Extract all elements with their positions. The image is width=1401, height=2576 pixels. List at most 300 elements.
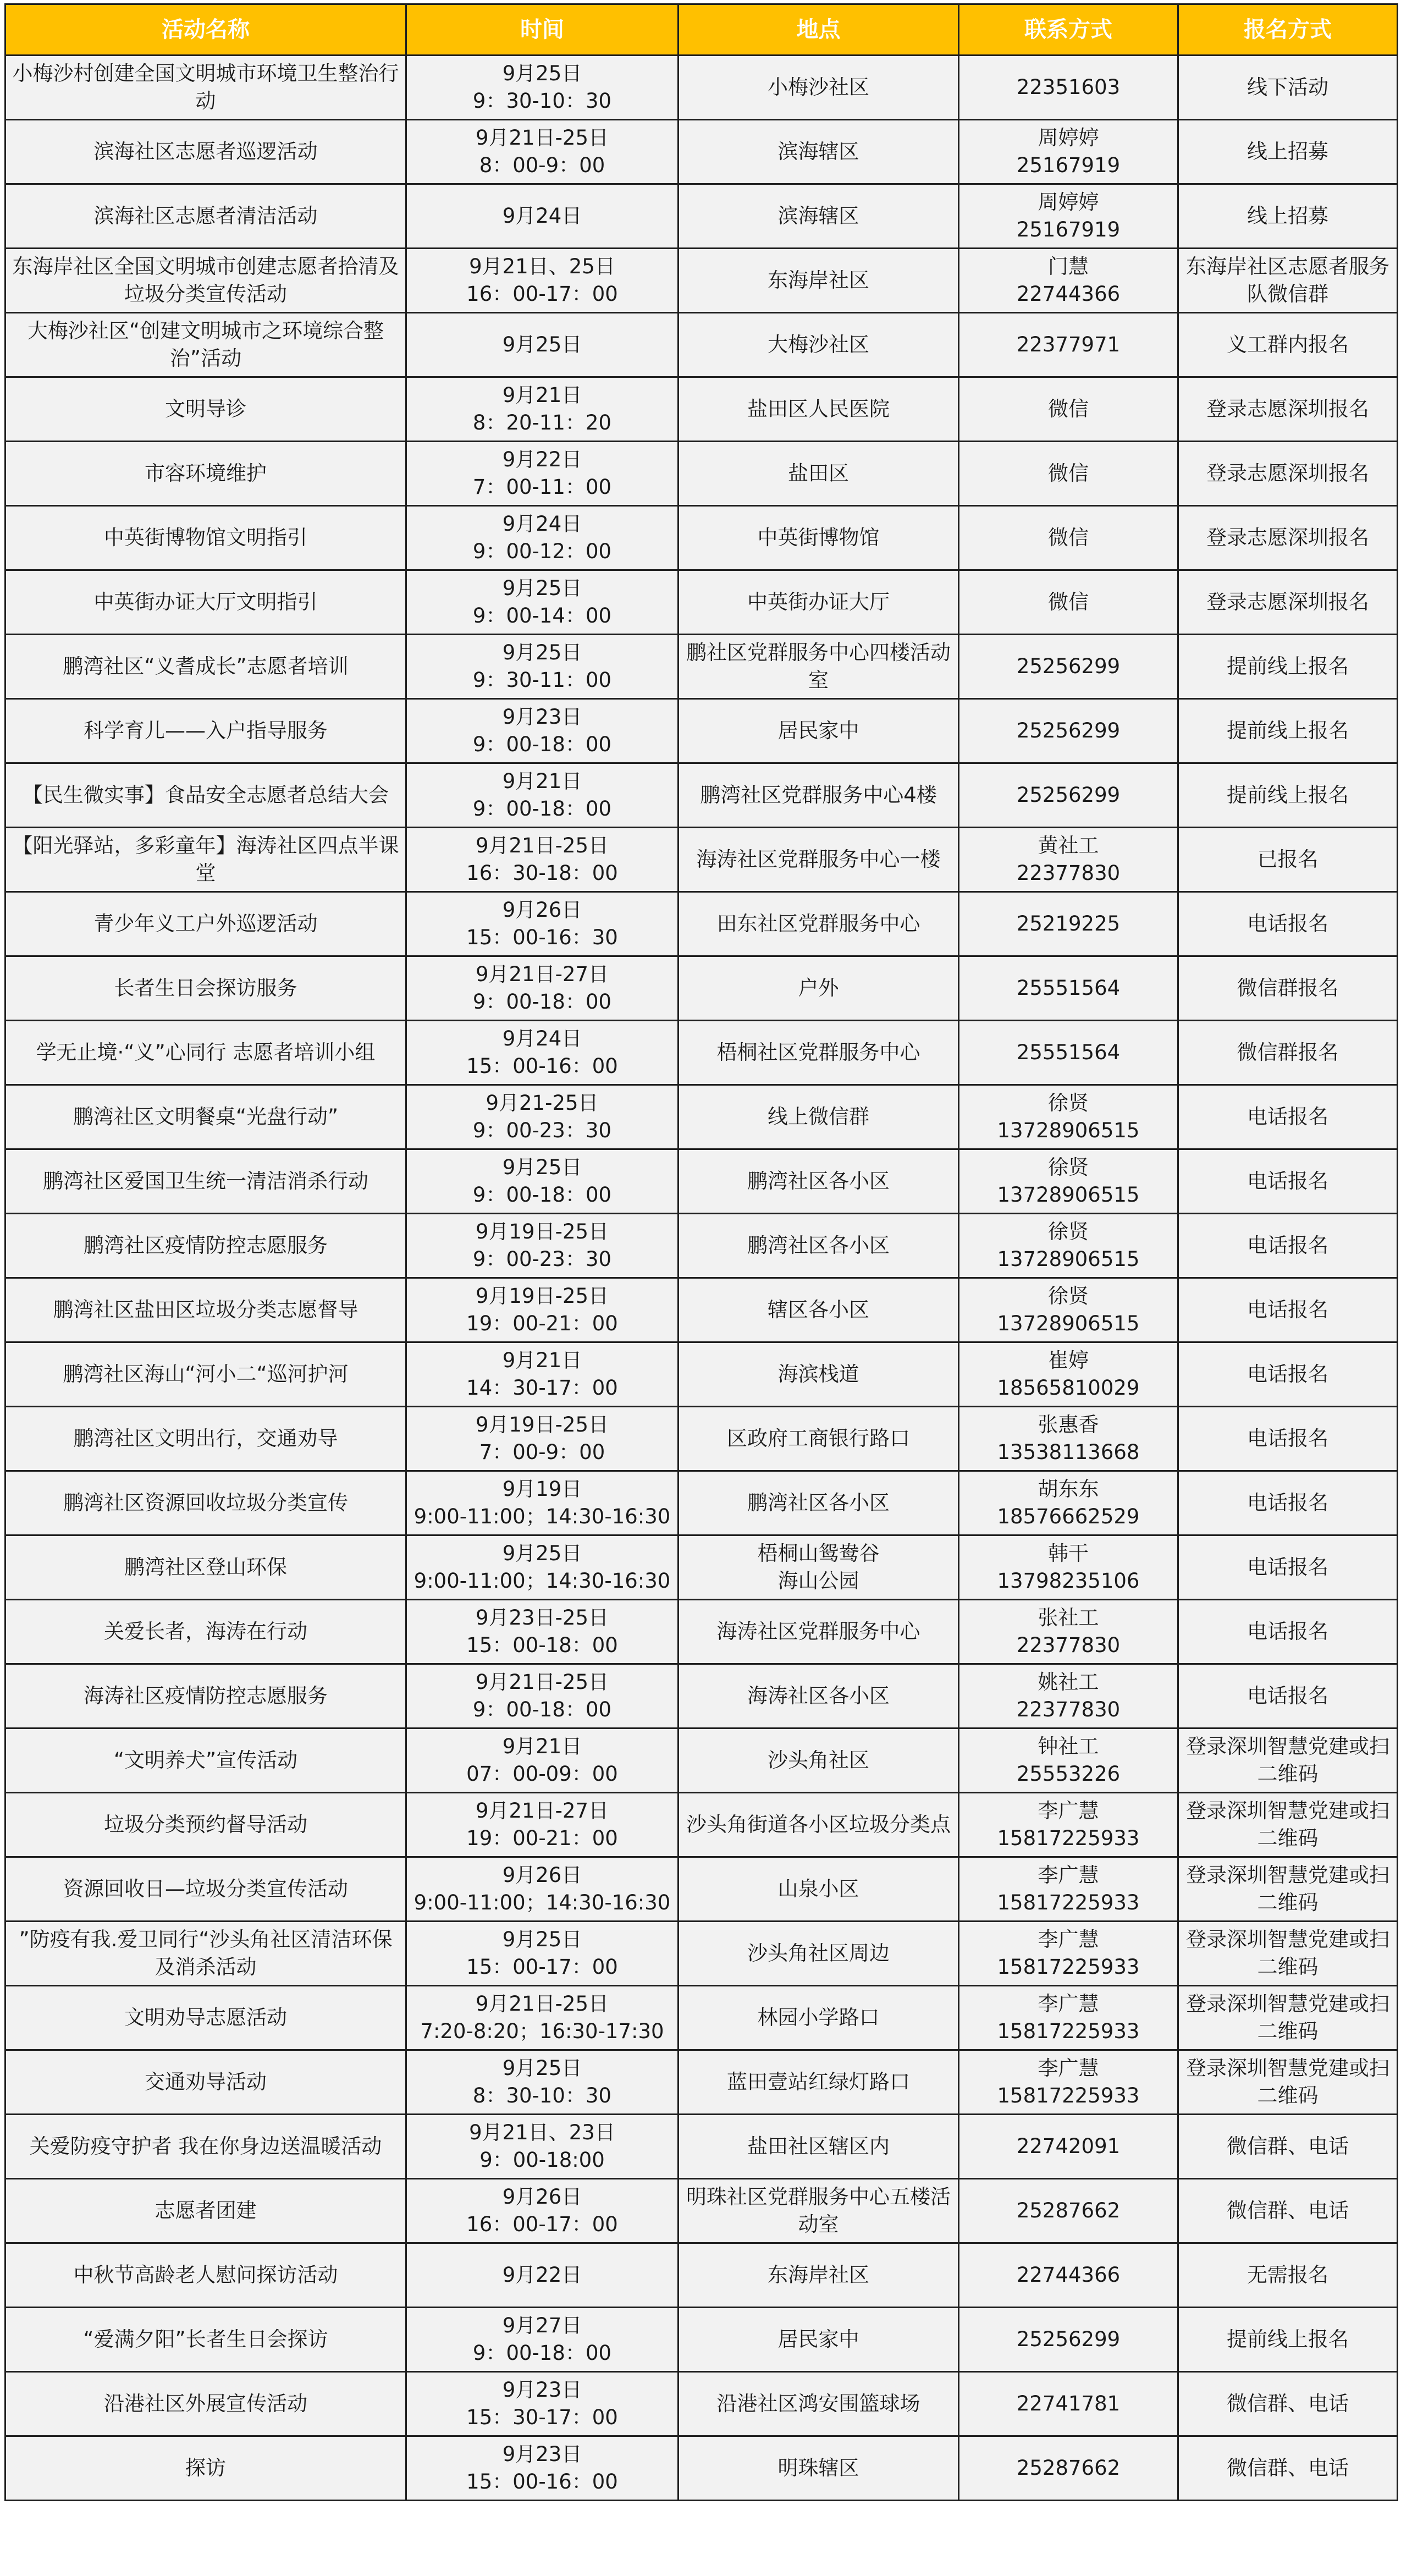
time-cell — [406, 1986, 679, 2050]
time-line: 9：00-18：00 — [472, 990, 612, 1014]
contact-cell — [959, 2179, 1178, 2243]
signup-cell: 登录深圳智慧党建或扫二维码 — [1178, 2050, 1398, 2115]
table-row — [5, 1664, 1398, 1729]
time-line: 7：00-9：00 — [479, 1440, 605, 1464]
time-cell — [406, 2115, 679, 2179]
place-cell: 户外 — [679, 956, 959, 1021]
place-cell: 大梅沙社区 — [679, 313, 959, 377]
contact-line: 徐贤 — [1048, 1091, 1089, 1115]
time-line: 9：00-23：30 — [472, 1119, 612, 1142]
activity-name-cell: 长者生日会探访服务 — [5, 956, 406, 1021]
contact-cell — [959, 1729, 1178, 1793]
activity-name-cell: 海涛社区疫情防控志愿服务 — [5, 1664, 406, 1729]
table-row — [5, 956, 1398, 1021]
contact-line: 黄社工 — [1038, 834, 1099, 857]
time-cell — [406, 313, 679, 377]
contact-line: 13728906515 — [997, 1247, 1140, 1271]
time-line: 15：00-17：00 — [466, 1955, 618, 1979]
activity-name-cell: “文明养犬”宣传活动 — [5, 1729, 406, 1793]
activity-name-cell: 中英街博物馆文明指引 — [5, 506, 406, 570]
contact-cell — [959, 184, 1178, 249]
place-cell: 鹏社区党群服务中心四楼活动室 — [679, 635, 959, 699]
table-row — [5, 1407, 1398, 1471]
signup-cell: 登录志愿深圳报名 — [1178, 377, 1398, 442]
contact-line: 李广慧 — [1038, 1799, 1099, 1823]
contact-cell — [959, 1857, 1178, 1922]
place-cell: 鹏湾社区党群服务中心4楼 — [679, 763, 959, 828]
contact-line: 13798235106 — [997, 1569, 1140, 1593]
signup-cell: 提前线上报名 — [1178, 699, 1398, 763]
time-cell — [406, 2179, 679, 2243]
time-line: 9月23日 — [502, 2442, 582, 2466]
place-cell: 小梅沙社区 — [679, 56, 959, 120]
time-line: 9：00-12：00 — [472, 540, 612, 563]
activity-name-cell: 垃圾分类预约督导活动 — [5, 1793, 406, 1857]
signup-cell: 电话报名 — [1178, 1214, 1398, 1278]
time-cell — [406, 1407, 679, 1471]
signup-cell: 登录深圳智慧党建或扫二维码 — [1178, 1729, 1398, 1793]
time-cell — [406, 120, 679, 184]
contact-cell — [959, 763, 1178, 828]
signup-cell: 微信群、电话 — [1178, 2436, 1398, 2501]
table-row — [5, 1793, 1398, 1857]
contact-line: 13728906515 — [997, 1312, 1140, 1335]
signup-cell: 微信群报名 — [1178, 1021, 1398, 1085]
contact-cell — [959, 1986, 1178, 2050]
signup-cell: 电话报名 — [1178, 1149, 1398, 1214]
header-row — [5, 4, 1398, 56]
activity-name-cell: 大梅沙社区“创建文明城市之环境综合整治”活动 — [5, 313, 406, 377]
time-cell — [406, 2243, 679, 2308]
time-cell — [406, 1021, 679, 1085]
contact-cell — [959, 1149, 1178, 1214]
contact-cell — [959, 1471, 1178, 1535]
table-row — [5, 1600, 1398, 1664]
contact-cell — [959, 2308, 1178, 2372]
table-row — [5, 377, 1398, 442]
time-line: 16：00-17：00 — [466, 282, 618, 306]
place-cell: 沙头角街道各小区垃圾分类点 — [679, 1793, 959, 1857]
signup-cell: 电话报名 — [1178, 1471, 1398, 1535]
time-line: 14：30-17：00 — [466, 1376, 618, 1400]
time-line: 9：00-14：00 — [472, 604, 612, 628]
contact-cell — [959, 1535, 1178, 1600]
activity-name-cell: 关爱长者，海涛在行动 — [5, 1600, 406, 1664]
place-cell: 明珠辖区 — [679, 2436, 959, 2501]
contact-line: 徐贤 — [1048, 1155, 1089, 1179]
activity-name-cell: 中英街办证大厅文明指引 — [5, 570, 406, 635]
time-cell — [406, 892, 679, 956]
activity-name-cell: 鹏湾社区资源回收垃圾分类宣传 — [5, 1471, 406, 1535]
contact-line: 徐贤 — [1048, 1284, 1089, 1308]
signup-cell: 电话报名 — [1178, 1085, 1398, 1149]
signup-cell: 电话报名 — [1178, 1342, 1398, 1407]
contact-cell — [959, 1922, 1178, 1986]
place-cell: 盐田社区辖区内 — [679, 2115, 959, 2179]
time-line: 9月24日 — [502, 512, 582, 536]
time-line: 9月21日 — [502, 1348, 582, 1372]
table-row — [5, 1729, 1398, 1793]
activity-name-cell: 资源回收日—垃圾分类宣传活动 — [5, 1857, 406, 1922]
contact-cell — [959, 956, 1178, 1021]
time-line: 9月21-25日 — [486, 1091, 599, 1115]
contact-cell — [959, 1664, 1178, 1729]
signup-cell: 电话报名 — [1178, 892, 1398, 956]
time-line: 9：00-18：00 — [472, 1183, 612, 1207]
time-line: 16：00-17：00 — [466, 2212, 618, 2236]
table-row — [5, 1922, 1398, 1986]
activity-name-cell: 滨海社区志愿者巡逻活动 — [5, 120, 406, 184]
activity-name-cell: 鹏湾社区疫情防控志愿服务 — [5, 1214, 406, 1278]
time-line: 8：00-9：00 — [479, 153, 605, 177]
activity-name-cell: 学无止境·“义”心同行 志愿者培训小组 — [5, 1021, 406, 1085]
contact-cell — [959, 2372, 1178, 2436]
time-line: 9月21日-25日 — [475, 1670, 609, 1694]
time-line: 9月23日 — [502, 705, 582, 729]
contact-line: 钟社工 — [1038, 1735, 1099, 1758]
table-row — [5, 570, 1398, 635]
table-row — [5, 2115, 1398, 2179]
contact-line: 22351603 — [1016, 75, 1121, 99]
place-cell: 鹏湾社区各小区 — [679, 1214, 959, 1278]
contact-cell — [959, 1021, 1178, 1085]
col-header-contact: 联系方式 — [959, 4, 1178, 56]
signup-cell: 东海岸社区志愿者服务队微信群 — [1178, 249, 1398, 313]
contact-line: 22377830 — [1016, 1633, 1121, 1657]
contact-line: 微信 — [1048, 590, 1089, 614]
time-cell — [406, 2308, 679, 2372]
table-row — [5, 2243, 1398, 2308]
activity-name-cell: 志愿者团建 — [5, 2179, 406, 2243]
activity-name-cell: 东海岸社区全国文明城市创建志愿者拾清及垃圾分类宣传活动 — [5, 249, 406, 313]
signup-cell: 电话报名 — [1178, 1664, 1398, 1729]
activity-name-cell: 青少年义工户外巡逻活动 — [5, 892, 406, 956]
contact-cell — [959, 2243, 1178, 2308]
contact-cell — [959, 2436, 1178, 2501]
time-line: 9：00-23：30 — [472, 1247, 612, 1271]
activity-name-cell: 鹏湾社区文明餐桌“光盘行动” — [5, 1085, 406, 1149]
contact-line: 周婷婷 — [1038, 190, 1099, 214]
signup-cell: 提前线上报名 — [1178, 635, 1398, 699]
time-line: 15：00-16：30 — [466, 926, 618, 949]
time-line: 07：00-09：00 — [466, 1762, 618, 1786]
contact-line: 李广慧 — [1038, 1992, 1099, 2016]
time-line: 9:00-11:00；14:30-16:30 — [413, 1569, 671, 1593]
contact-line: 周婷婷 — [1038, 126, 1099, 150]
contact-cell — [959, 2115, 1178, 2179]
time-line: 9月24日 — [502, 1027, 582, 1050]
place-cell: 沙头角社区周边 — [679, 1922, 959, 1986]
place-cell: 中英街办证大厅 — [679, 570, 959, 635]
time-line: 9:00-11:00；14:30-16:30 — [413, 1505, 671, 1528]
contact-cell — [959, 1342, 1178, 1407]
contact-line: 25256299 — [1016, 719, 1121, 742]
time-line: 9月23日-25日 — [475, 1606, 609, 1630]
time-line: 9：30-10：30 — [472, 89, 612, 113]
table-row — [5, 1535, 1398, 1600]
time-line: 9月19日-25日 — [475, 1220, 609, 1243]
time-line: 15：00-16：00 — [466, 2470, 618, 2494]
contact-line: 25256299 — [1016, 2327, 1121, 2351]
activity-name-cell: 探访 — [5, 2436, 406, 2501]
table-row — [5, 2436, 1398, 2501]
contact-cell — [959, 699, 1178, 763]
contact-line: 李广慧 — [1038, 1863, 1099, 1887]
time-cell — [406, 1729, 679, 1793]
col-header-time: 时间 — [406, 4, 679, 56]
contact-line: 25551564 — [1016, 976, 1121, 1000]
contact-cell — [959, 2050, 1178, 2115]
contact-line: 15817225933 — [997, 1955, 1140, 1979]
time-line: 9月19日 — [502, 1477, 582, 1501]
signup-cell: 电话报名 — [1178, 1600, 1398, 1664]
activity-name-cell: 滨海社区志愿者清洁活动 — [5, 184, 406, 249]
place-cell: 线上微信群 — [679, 1085, 959, 1149]
contact-line: 微信 — [1048, 397, 1089, 421]
time-cell — [406, 1535, 679, 1600]
contact-cell — [959, 313, 1178, 377]
table-row — [5, 1342, 1398, 1407]
contact-cell — [959, 1214, 1178, 1278]
place-cell: 居民家中 — [679, 699, 959, 763]
time-line: 8：30-10：30 — [472, 2084, 612, 2107]
time-cell — [406, 56, 679, 120]
place-cell: 沙头角社区 — [679, 1729, 959, 1793]
time-line: 9月26日 — [502, 1863, 582, 1887]
activity-name-cell: 鹏湾社区海山“河小二“巡河护河 — [5, 1342, 406, 1407]
signup-cell: 微信群、电话 — [1178, 2372, 1398, 2436]
contact-cell — [959, 377, 1178, 442]
time-cell — [406, 184, 679, 249]
time-cell — [406, 1664, 679, 1729]
table-row — [5, 828, 1398, 892]
contact-line: 15817225933 — [997, 2019, 1140, 2043]
activity-table — [4, 3, 1398, 2501]
time-cell — [406, 1922, 679, 1986]
signup-cell: 微信群报名 — [1178, 956, 1398, 1021]
activity-name-cell: 沿港社区外展宣传活动 — [5, 2372, 406, 2436]
time-cell — [406, 506, 679, 570]
table-row — [5, 184, 1398, 249]
time-line: 9月21日-25日 — [475, 1992, 609, 2016]
time-line: 9月21日 — [502, 1735, 582, 1758]
time-line: 9月26日 — [502, 898, 582, 922]
contact-line: 李广慧 — [1038, 2056, 1099, 2080]
activity-name-cell: 鹏湾社区盐田区垃圾分类志愿督导 — [5, 1278, 406, 1342]
signup-cell: 线下活动 — [1178, 56, 1398, 120]
contact-line: 22744366 — [1016, 2263, 1121, 2287]
time-line: 9月22日 — [502, 2263, 582, 2287]
activity-name-cell: 鹏湾社区“义耆成长”志愿者培训 — [5, 635, 406, 699]
place-cell: 山泉小区 — [679, 1857, 959, 1922]
signup-cell: 无需报名 — [1178, 2243, 1398, 2308]
contact-line: 张惠香 — [1038, 1413, 1099, 1436]
contact-line: 25287662 — [1016, 2199, 1121, 2222]
time-line: 8：20-11：20 — [472, 411, 612, 434]
table-row — [5, 1857, 1398, 1922]
place-cell: 蓝田壹站红绿灯路口 — [679, 2050, 959, 2115]
place-cell: 区政府工商银行路口 — [679, 1407, 959, 1471]
time-line: 9月19日-25日 — [475, 1413, 609, 1436]
place-cell: 梧桐山鸳鸯谷 海山公园 — [679, 1535, 959, 1600]
table-row — [5, 442, 1398, 506]
time-line: 9：00-18：00 — [472, 2341, 612, 2365]
place-cell: 梧桐社区党群服务中心 — [679, 1021, 959, 1085]
time-line: 9月19日-25日 — [475, 1284, 609, 1308]
contact-line: 25551564 — [1016, 1041, 1121, 1064]
signup-cell: 登录志愿深圳报名 — [1178, 570, 1398, 635]
time-cell — [406, 1278, 679, 1342]
table-row — [5, 699, 1398, 763]
contact-cell — [959, 1407, 1178, 1471]
activity-name-cell: 【民生微实事】食品安全志愿者总结大会 — [5, 763, 406, 828]
time-line: 9月25日 — [502, 641, 582, 664]
activity-name-cell: 科学育儿——入户指导服务 — [5, 699, 406, 763]
place-cell: 明珠社区党群服务中心五楼活动室 — [679, 2179, 959, 2243]
time-line: 9月21日、23日 — [469, 2121, 615, 2144]
table-row — [5, 763, 1398, 828]
time-line: 15：30-17：00 — [466, 2406, 618, 2429]
place-cell: 沿港社区鸿安围篮球场 — [679, 2372, 959, 2436]
signup-cell: 电话报名 — [1178, 1278, 1398, 1342]
contact-line: 崔婷 — [1048, 1348, 1089, 1372]
contact-cell — [959, 1600, 1178, 1664]
contact-line: 22741781 — [1016, 2392, 1121, 2415]
time-cell — [406, 2372, 679, 2436]
time-line: 9：30-11：00 — [472, 668, 612, 692]
contact-line: 22744366 — [1016, 282, 1121, 306]
contact-line: 18565810029 — [997, 1376, 1140, 1400]
table-row — [5, 2050, 1398, 2115]
signup-cell: 登录深圳智慧党建或扫二维码 — [1178, 1922, 1398, 1986]
contact-line: 22377830 — [1016, 861, 1121, 885]
contact-line: 25167919 — [1016, 153, 1121, 177]
time-line: 9：00-18:00 — [479, 2148, 605, 2172]
contact-line: 25287662 — [1016, 2456, 1121, 2480]
time-line: 19：00-21：00 — [466, 1312, 618, 1335]
time-line: 9月25日 — [502, 62, 582, 85]
place-cell: 滨海辖区 — [679, 184, 959, 249]
place-cell: 居民家中 — [679, 2308, 959, 2372]
contact-cell — [959, 249, 1178, 313]
contact-line: 25219225 — [1016, 912, 1121, 935]
activity-name-cell: 交通劝导活动 — [5, 2050, 406, 2115]
time-line: 9月25日 — [502, 1928, 582, 1951]
time-line: 9月25日 — [502, 333, 582, 356]
time-line: 9：00-18：00 — [472, 1698, 612, 1721]
contact-line: 韩干 — [1048, 1542, 1089, 1565]
place-cell: 海涛社区党群服务中心 — [679, 1600, 959, 1664]
time-cell — [406, 763, 679, 828]
place-cell: 海滨栈道 — [679, 1342, 959, 1407]
activity-name-cell: 市容环境维护 — [5, 442, 406, 506]
activity-name-cell: 鹏湾社区爱国卫生统一清洁消杀行动 — [5, 1149, 406, 1214]
time-line: 9月21日 — [502, 383, 582, 407]
time-line: 9月25日 — [502, 1542, 582, 1565]
time-cell — [406, 570, 679, 635]
time-line: 9月22日 — [502, 448, 582, 471]
time-line: 9月26日 — [502, 2185, 582, 2209]
signup-cell: 已报名 — [1178, 828, 1398, 892]
table-row — [5, 1085, 1398, 1149]
time-line: 9:00-11:00；14:30-16:30 — [413, 1891, 671, 1914]
contact-line: 22377830 — [1016, 1698, 1121, 1721]
contact-cell — [959, 120, 1178, 184]
time-cell — [406, 1600, 679, 1664]
signup-cell: 微信群、电话 — [1178, 2179, 1398, 2243]
table-row — [5, 2308, 1398, 2372]
contact-line: 张社工 — [1038, 1606, 1099, 1630]
contact-cell — [959, 1793, 1178, 1857]
signup-cell: 电话报名 — [1178, 1535, 1398, 1600]
contact-line: 门慧 — [1048, 255, 1089, 278]
signup-cell: 登录深圳智慧党建或扫二维码 — [1178, 1793, 1398, 1857]
time-line: 19：00-21：00 — [466, 1826, 618, 1850]
time-line: 15：00-16：00 — [466, 1054, 618, 1078]
contact-line: 15817225933 — [997, 1891, 1140, 1914]
place-cell: 盐田区人民医院 — [679, 377, 959, 442]
time-line: 9月21日-25日 — [475, 834, 609, 857]
time-cell — [406, 699, 679, 763]
activity-name-cell: “爱满夕阳”长者生日会探访 — [5, 2308, 406, 2372]
time-line: 9月25日 — [502, 2056, 582, 2080]
time-cell — [406, 635, 679, 699]
contact-line: 25553226 — [1016, 1762, 1121, 1786]
table-row — [5, 2179, 1398, 2243]
time-cell — [406, 1471, 679, 1535]
table-row — [5, 313, 1398, 377]
contact-line: 18576662529 — [997, 1505, 1140, 1528]
time-line: 9月21日-27日 — [475, 1799, 609, 1823]
contact-line: 22742091 — [1016, 2134, 1121, 2158]
time-cell — [406, 1149, 679, 1214]
place-cell: 滨海辖区 — [679, 120, 959, 184]
col-header-signup: 报名方式 — [1178, 4, 1398, 56]
contact-cell — [959, 570, 1178, 635]
time-cell — [406, 1085, 679, 1149]
time-cell — [406, 956, 679, 1021]
contact-line: 徐贤 — [1048, 1220, 1089, 1243]
time-cell — [406, 377, 679, 442]
time-cell — [406, 2436, 679, 2501]
activity-name-cell: 鹏湾社区文明出行，交通劝导 — [5, 1407, 406, 1471]
signup-cell: 提前线上报名 — [1178, 763, 1398, 828]
contact-cell — [959, 828, 1178, 892]
signup-cell: 线上招募 — [1178, 120, 1398, 184]
activity-name-cell: ”防疫有我.爱卫同行“沙头角社区清洁环保及消杀活动 — [5, 1922, 406, 1986]
signup-cell: 登录深圳智慧党建或扫二维码 — [1178, 1857, 1398, 1922]
table-row — [5, 2372, 1398, 2436]
table-row — [5, 56, 1398, 120]
contact-line: 13728906515 — [997, 1119, 1140, 1142]
activity-name-cell: 文明劝导志愿活动 — [5, 1986, 406, 2050]
contact-line: 微信 — [1048, 461, 1089, 485]
time-line: 9月24日 — [502, 204, 582, 228]
time-line: 9：00-18：00 — [472, 797, 612, 821]
contact-line: 25167919 — [1016, 218, 1121, 241]
signup-cell: 义工群内报名 — [1178, 313, 1398, 377]
time-cell — [406, 1793, 679, 1857]
signup-cell: 登录志愿深圳报名 — [1178, 506, 1398, 570]
contact-cell — [959, 1278, 1178, 1342]
activity-name-cell: 文明导诊 — [5, 377, 406, 442]
contact-line: 15817225933 — [997, 1826, 1140, 1850]
time-line: 9月23日 — [502, 2378, 582, 2402]
time-cell — [406, 442, 679, 506]
time-line: 16：30-18：00 — [466, 861, 618, 885]
place-cell: 盐田区 — [679, 442, 959, 506]
table-row — [5, 1149, 1398, 1214]
